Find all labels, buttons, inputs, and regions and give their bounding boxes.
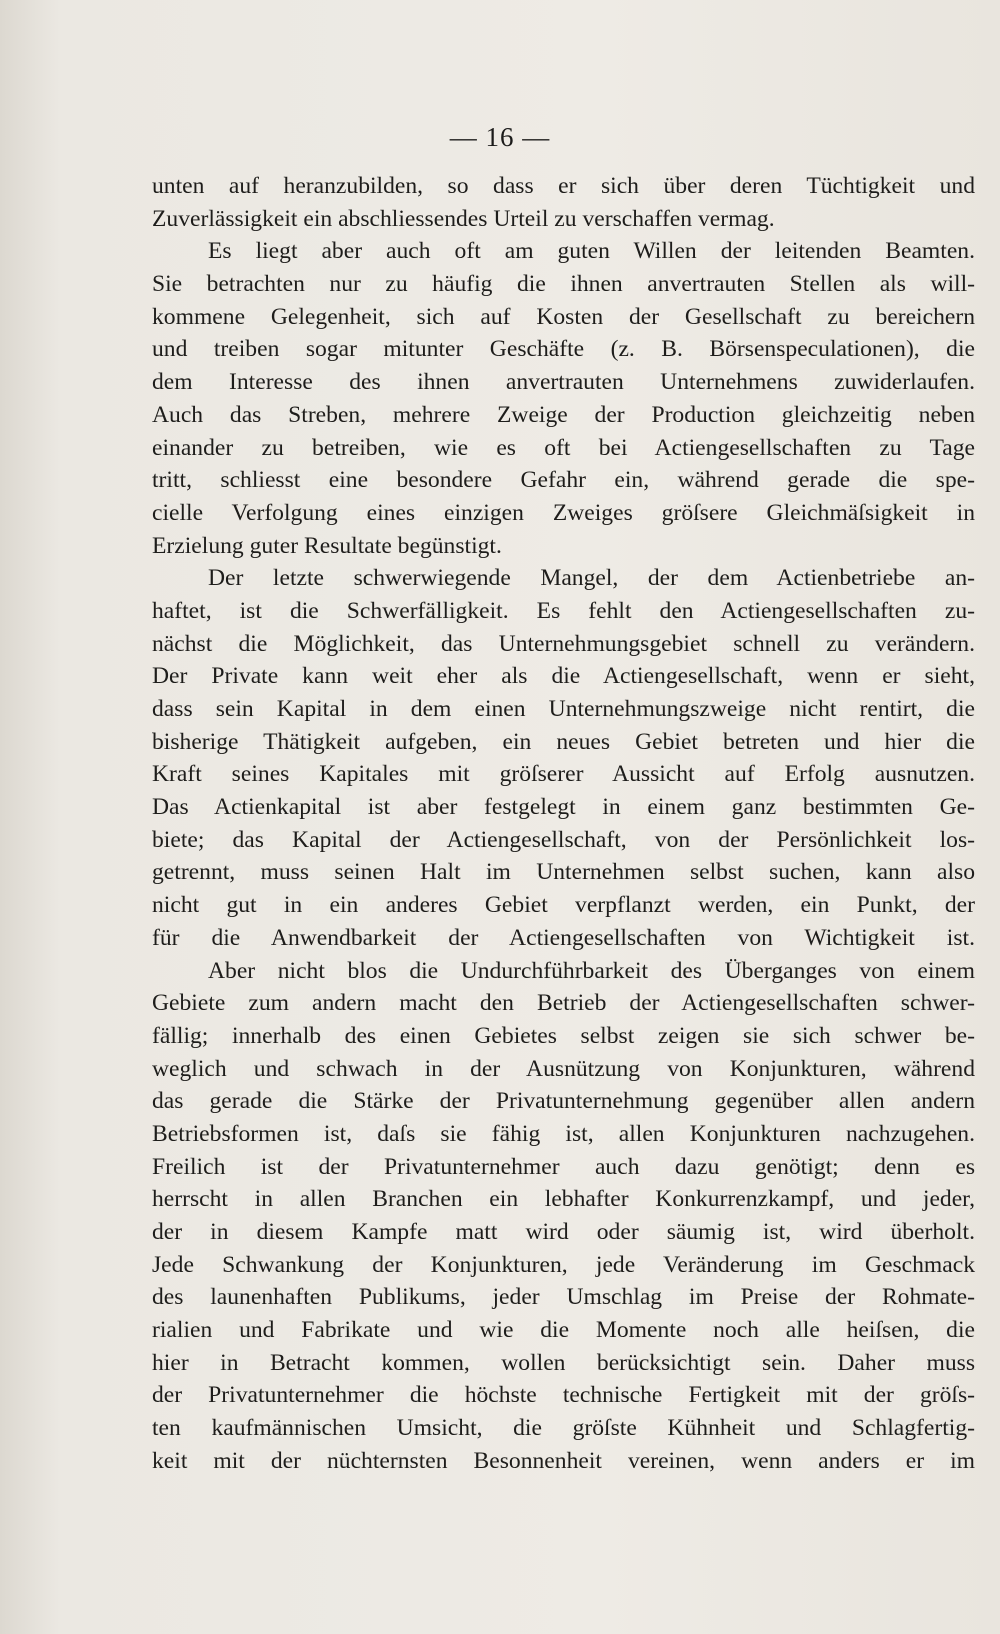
text-line: hier in Betracht kommen, wollen berücksichtigt sein. Daher muss <box>152 1349 975 1376</box>
text-line: keit mit der nüchternsten Besonnenheit vereinen, wenn anders er im <box>152 1447 975 1474</box>
text-line: Es liegt aber auch oft am guten Willen der leitenden Beamten. <box>208 238 975 265</box>
text-line: Auch das Streben, mehrere Zweige der Production gleichzeitig neben <box>152 401 975 428</box>
text-line: Aber nicht blos die Undurchführbarkeit des Überganges von einem <box>208 957 975 984</box>
text-line: biete; das Kapital der Actiengesellschaft, von der Persönlichkeit los- <box>152 826 975 853</box>
text-line: Sie betrachten nur zu häufig die ihnen anvertrauten Stellen als will- <box>152 271 975 298</box>
text-line: der Privatunternehmer die höchste technische Fertigkeit mit der gröſs- <box>152 1382 975 1409</box>
text-line: nächst die Möglichkeit, das Unternehmungsgebiet schnell zu verändern. <box>152 630 975 657</box>
text-line: Der Private kann weit eher als die Actiengesellschaft, wenn er sieht, <box>152 663 975 690</box>
text-line: rialien und Fabrikate und wie die Momente noch alle heiſsen, die <box>152 1317 975 1344</box>
text-line: dass sein Kapital in dem einen Unternehmungszweige nicht rentirt, die <box>152 696 975 722</box>
text-line: Freilich ist der Privatunternehmer auch dazu genötigt; denn es <box>152 1153 975 1180</box>
body-text <box>152 170 975 1478</box>
text-line: Kraft seines Kapitales mit gröſserer Aussicht auf Erfolg ausnutzen. <box>152 761 975 788</box>
text-line: für die Anwendbarkeit der Actiengesellschaften von Wichtigkeit ist. <box>152 924 975 951</box>
text-line: unten auf heranzubilden, so dass er sich über deren Tüchtigkeit und <box>152 173 975 199</box>
text-line: weglich und schwach in der Ausnützung von Konjunkturen, während <box>152 1055 975 1082</box>
page-number: — 16 — <box>449 122 551 152</box>
text-line: haftet, ist die Schwerfälligkeit. Es fehlt den Actiengesellschaften zu- <box>152 597 975 624</box>
text-line: getrennt, muss seinen Halt im Unternehmen selbst suchen, kann also <box>152 859 975 886</box>
text-line: herrscht in allen Branchen ein lebhafter Konkurrenzkampf, und jeder, <box>152 1186 975 1213</box>
text-line: bisherige Thätigkeit aufgeben, ein neues Gebiet betreten und hier die <box>152 728 975 755</box>
text-line: und treiben sogar mitunter Geschäfte (z. B. Börsenspeculationen), die <box>152 336 975 363</box>
text-line: kommene Gelegenheit, sich auf Kosten der Gesellschaft zu bereichern <box>152 303 975 330</box>
text-line: Erzielung guter Resultate begünstigt. <box>152 532 502 559</box>
text-line: tritt, schliesst eine besondere Gefahr ein, während gerade die spe- <box>152 467 975 494</box>
text-line: der in diesem Kampfe matt wird oder säumig ist, wird überholt. <box>152 1219 975 1245</box>
text-line: Der letzte schwerwiegende Mangel, der dem Actienbetriebe an- <box>208 565 975 592</box>
text-line: Zuverlässigkeit ein abschliessendes Urteil zu verschaffen vermag. <box>152 205 775 232</box>
text-line: Betriebsformen ist, daſs sie fähig ist, allen Konjunkturen nachzugehen. <box>152 1120 975 1147</box>
text-line: dem Interesse des ihnen anvertrauten Unternehmens zuwiderlaufen. <box>152 369 975 396</box>
text-line: Jede Schwankung der Konjunkturen, jede Veränderung im Geschmack <box>152 1251 975 1278</box>
text-line: Gebiete zum andern macht den Betrieb der Actiengesellschaften schwer- <box>152 990 975 1017</box>
text-line: Das Actienkapital ist aber festgelegt in einem ganz bestimmten Ge- <box>152 794 975 821</box>
text-line: nicht gut in ein anderes Gebiet verpflanzt werden, ein Punkt, der <box>152 892 975 919</box>
text-line: einander zu betreiben, wie es oft bei Actiengesellschaften zu Tage <box>152 434 975 461</box>
text-line: fällig; innerhalb des einen Gebietes selbst zeigen sie sich schwer be- <box>152 1022 975 1049</box>
text-line: des launenhaften Publikums, jeder Umschlag im Preise der Rohmate- <box>152 1284 975 1311</box>
text-line: das gerade die Stärke der Privatunternehmung gegenüber allen andern <box>152 1088 975 1115</box>
text-line: ten kaufmännischen Umsicht, die gröſste Kühnheit und Schlagfertig- <box>152 1415 975 1442</box>
text-line: cielle Verfolgung eines einzigen Zweiges gröſsere Gleichmäſsigkeit in <box>152 499 975 526</box>
